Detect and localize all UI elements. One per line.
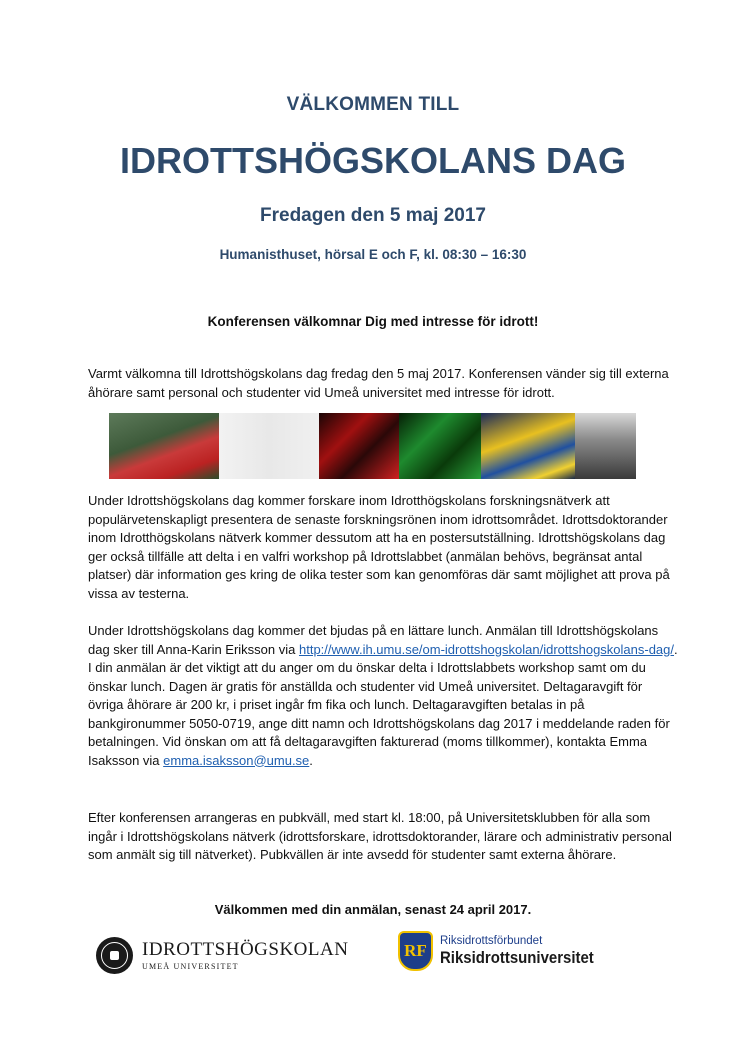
- rf-monogram: RF: [404, 941, 427, 960]
- idrottshogskolan-logo: [96, 935, 356, 975]
- photo-skeletons: [219, 413, 319, 479]
- pub-evening-paragraph: Efter konferensen arrangeras en pubkväll, med start kl. 18:00, på Universitetsklubben för alla som ingår i Idrottshögskolans nätverk (idrottsforskare, idrottsdoktorander, lärare och administrativ personal som anmält sig till nätverket). Pubkvällen är inte avsedd för studenter samt externa åhörare.: [88, 810, 672, 862]
- ih-logo-sub: UMEÅ UNIVERSITET: [142, 961, 239, 971]
- event-venue: Humanisthuset, hörsal E och F, kl. 08:30 – 16:30: [219, 247, 527, 262]
- photo-muscle-fibers-green: [399, 413, 481, 479]
- tagline: Konferensen välkomnar Dig med intresse för idrott!: [207, 314, 539, 329]
- rf-logo-big: Riksidrottsuniversitet: [440, 948, 594, 967]
- photo-football-players: [109, 413, 219, 479]
- riksidrottsforbundet-logo: [398, 928, 638, 974]
- photo-muscle-fibers-red: [319, 413, 399, 479]
- photo-treadmill-test: [575, 413, 636, 479]
- registration-text-end: .: [309, 752, 313, 768]
- registration-link[interactable]: http://www.ih.umu.se/om-idrottshogskolan/idrottshogskolans-dag/: [298, 641, 675, 657]
- ih-logo-name: IDROTTSHÖGSKOLAN: [142, 938, 349, 960]
- registration-paragraph: [88, 622, 678, 770]
- photo-strip: [109, 413, 698, 479]
- photo-floorball-team: [481, 413, 575, 479]
- event-date: Fredagen den 5 maj 2017: [260, 205, 486, 226]
- welcome-kicker: VÄLKOMMEN TILL: [286, 94, 460, 115]
- signup-deadline: Välkommen med din anmälan, senast 24 april 2017.: [214, 902, 532, 917]
- registration-text-middle: . I din anmälan är det viktigt att du anger om du önskar delta i Idrottslabbets workshop samt om du önskar lunch. Dagen är gratis för anställda och studenter vid Umeå universitet. Deltagaravgift för övriga åhörare är 200 kr, i priset ingår fm fika och lunch. Deltagaravgiften betalas in på bankgironummer 5050-0719, ange ditt namn och Idrottshögskolans dag 2017 i meddelande raden för betalningen. Vid önskan om att få deltagaravgiften fakturerad (moms tillkommer), kontakta Emma Isaksson via: [88, 641, 678, 768]
- umea-university-seal-icon: [96, 937, 133, 974]
- coach-shirt-text: LEDARE: [666, 423, 698, 430]
- registration-text-start: Under Idrottshögskolans dag kommer det bjudas på en lättare lunch. Anmälan till Idrottshögskolans dag sker till Anna-Karin Eriksson via: [88, 623, 659, 657]
- rf-logo-small: Riksidrottsförbundet: [440, 935, 543, 947]
- contact-email-link[interactable]: emma.isaksson@umu.se: [163, 752, 310, 768]
- event-title: IDROTTSHÖGSKOLANS DAG: [119, 140, 626, 181]
- intro-paragraph: Varmt välkomna till Idrottshögskolans dag fredag den 5 maj 2017. Konferensen vänder sig till externa åhörare samt personal och studenter vid Umeå universitet med intresse för idrott.: [88, 366, 669, 400]
- rf-shield-icon: [398, 931, 433, 971]
- research-paragraph: Under Idrottshögskolans dag kommer forskare inom Idrotthögskolans forskningsnätverk att populärvetenskapligt presentera de senaste forskningsrönen inom idrottsområdet. Idrottsdoktorander inom Idrotthögskolans nätverk kommer dessutom att ha en postersutställning. Idrottshögskolans dag ger också tillfälle att delta i en valfri workshop på Idrottslabbet (anmälan behövs, begränsat antal platser) där information ges kring de olika tester som kan genomföras där samt möjlighet att prova på vissa av testerna.: [88, 493, 670, 601]
